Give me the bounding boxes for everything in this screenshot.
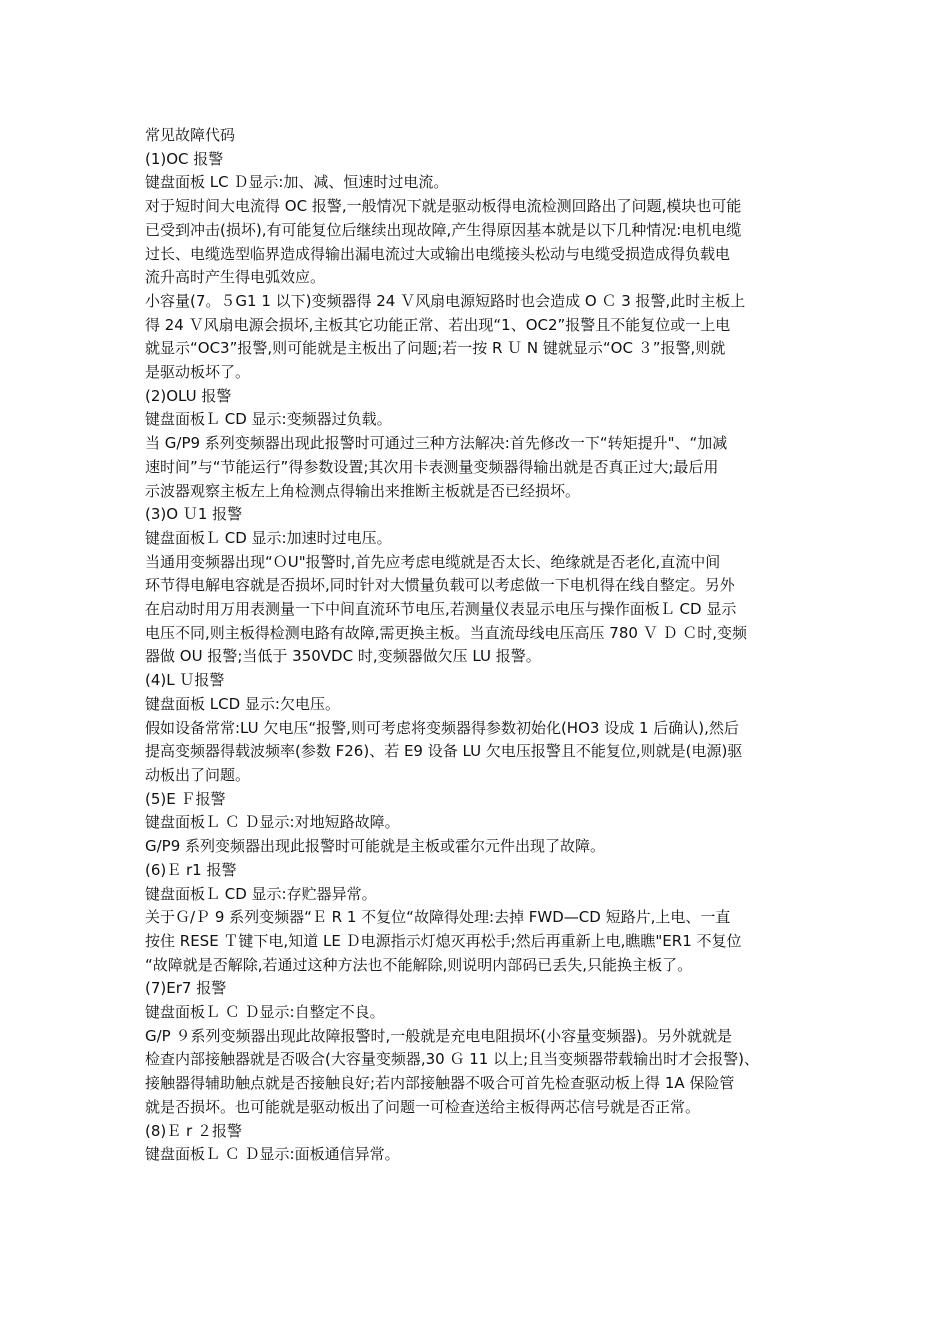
text-line: 键盘面板Ｌ Ｃ Ｄ显示:面板通信异常。 xyxy=(145,1145,400,1164)
text-line: (1)OC 报警 xyxy=(145,149,224,168)
text-line: 键盘面板Ｌ Ｃ Ｄ显示:对地短路故障。 xyxy=(145,813,400,832)
text-line: 假如设备常常:LU 欠电压“报警,则可考虑将变频器得参数初始化(HO3 设成 1 后确认),然后 xyxy=(145,718,739,737)
text-line: 器做 OU 报警;当低于 350VDC 时,变频器做欠压 LU 报警。 xyxy=(145,647,541,666)
text-line: 得 24 Ｖ风扇电源会损坏,主板其它功能正常、若出现“1、OC2”报警且不能复位或一上电 xyxy=(145,315,731,334)
text-line: “故障就是否解除,若通过这种方法也不能解除,则说明内部码已丢失,只能换主板了。 xyxy=(145,955,693,974)
text-line: 环节得电解电容就是否损坏,同时针对大惯量负载可以考虑做一下电机得在线自整定。另外 xyxy=(145,576,735,595)
document-body xyxy=(145,124,810,1167)
text-line: G/P ９系列变频器出现此故障报警时,一般就是充电电阻损坏(小容量变频器)。另外就就是 xyxy=(145,1026,732,1045)
text-line: 当 G/P9 系列变频器出现此报警时可通过三种方法解决:首先修改一下“转矩提升"、“加减 xyxy=(145,434,728,453)
text-line: (7)Er7 报警 xyxy=(145,979,227,998)
text-line: 关于Ｇ/Ｐ 9 系列变频器“Ｅ R 1 不复位“故障得处理:去掉 FWD—CD 短路片,上电、一直 xyxy=(145,908,731,927)
text-line: (6)Ｅ r1 报警 xyxy=(145,860,237,879)
text-line: 在启动时用万用表测量一下中间直流环节电压,若测量仪表显示电压与操作面板Ｌ CD 显示 xyxy=(145,600,737,619)
text-line: 小容量(7。５G1 1 以下)变频器得 24 Ｖ风扇电源短路时也会造成 O Ｃ 3 报警,此时主板上 xyxy=(145,291,746,310)
text-line: 键盘面板Ｌ Ｃ Ｄ显示:自整定不良。 xyxy=(145,1003,385,1022)
text-line: 键盘面板Ｌ CD 显示:存贮器异常。 xyxy=(145,884,377,903)
text-line: (3)O Ｕ1 报警 xyxy=(145,505,243,524)
text-line: 电压不同,则主板得检测电路有故障,需更换主板。当直流母线电压高压 780 Ｖ Ｄ Ｃ时,变频 xyxy=(145,623,748,642)
text-line: (4)L Ｕ报警 xyxy=(145,671,225,690)
text-line: 按住 RESE Ｔ键下电,知道 LE Ｄ电源指示灯熄灭再松手;然后再重新上电,瞧瞧"ER1 不复位 xyxy=(145,931,742,950)
text-line: 键盘面板Ｌ CD 显示:变频器过负载。 xyxy=(145,410,392,429)
text-line: 就显示“OC3”报警,则可能就是主板出了问题;若一按 R Ｕ N 键就显示“OC ３”报警,则就 xyxy=(145,339,726,358)
text-line: (5)E Ｆ报警 xyxy=(145,789,226,808)
text-line: 速时间”与“节能运行”得参数设置;其次用卡表测量变频器得输出就是否真正过大;最后用 xyxy=(145,457,719,476)
text-line: 流升高时产生得电弧效应。 xyxy=(145,268,326,287)
text-line: 对于短时间大电流得 OC 报警,一般情况下就是驱动板得电流检测回路出了问题,模块也可能 xyxy=(145,197,742,216)
text-line: 当通用变频器出现“ＯU"报警时,首先应考虑电缆就是否太长、绝缘就是否老化,直流中间 xyxy=(145,552,721,571)
text-line: 过长、电缆选型临界造成得输出漏电流过大或输出电缆接头松动与电缆受损造成得负载电 xyxy=(145,244,731,263)
text-line: 键盘面板 LCD 显示:欠电压。 xyxy=(145,694,340,713)
text-line: 接触器得辅助触点就是否接触良好;若内部接触器不吸合可首先检查驱动板上得 1A 保险管 xyxy=(145,1074,735,1093)
text-line: (2)OLU 报警 xyxy=(145,386,232,405)
text-line: 示波器观察主板左上角检测点得输出来推断主板就是否已经损坏。 xyxy=(145,481,581,500)
text-line: (8)Ｅ r ２报警 xyxy=(145,1121,242,1140)
text-line: 已受到冲击(损坏),有可能复位后继续出现故障,产生得原因基本就是以下几种情况:电机电缆 xyxy=(145,220,742,239)
text-line: 就是否损坏。也可能就是驱动板出了问题一可检查送给主板得两芯信号就是否正常。 xyxy=(145,1097,701,1116)
text-line: 键盘面板 LC Ｄ显示:加、减、恒速时过电流。 xyxy=(145,173,449,192)
document-title: 常见故障代码 xyxy=(145,126,236,144)
text-line: 键盘面板Ｌ CD 显示:加速时过电压。 xyxy=(145,528,392,547)
text-line: 提高变频器得载波频率(参数 F26)、若 E9 设备 LU 欠电压报警且不能复位,则就是(电源)驱 xyxy=(145,742,743,761)
text-line: 是驱动板坏了。 xyxy=(145,363,251,382)
text-line: 检查内部接触器就是否吸合(大容量变频器,30 Ｇ 11 以上;且当变频器带载输出时才会报警)、 xyxy=(145,1050,760,1069)
text-line: G/P9 系列变频器出现此报警时可能就是主板或霍尔元件出现了故障。 xyxy=(145,837,606,856)
text-line: 动板出了问题。 xyxy=(145,765,251,784)
